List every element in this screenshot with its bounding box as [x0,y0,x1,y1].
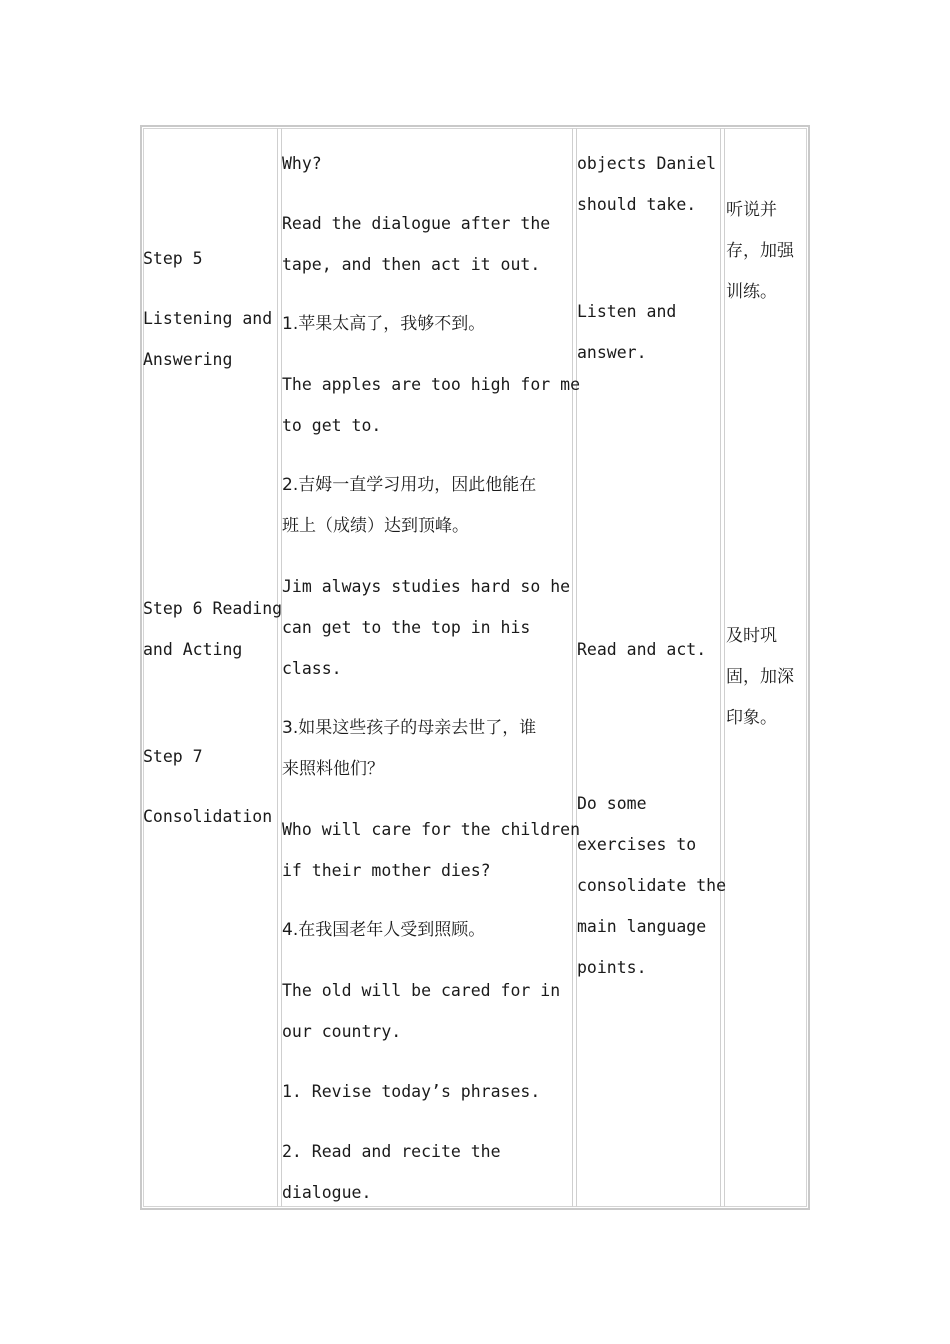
item3-english-line1: Who will care for the children [282,820,581,839]
item2-chinese-line1: 2.吉姆一直学习用功，因此他能在 [282,475,537,495]
item3-chinese-line1: 3.如果这些孩子的母亲去世了，谁 [282,718,537,738]
homework-item2-line1: 2. Read and recite the [282,1142,501,1161]
step5-subtitle-line2: Answering [143,350,233,369]
exercises-line3: consolidate the [577,876,727,895]
purpose2-line2: 固，加深 [726,667,794,687]
item3-english-line2: if their mother dies? [282,861,491,880]
read-dialogue-line1: Read the dialogue after the [282,214,551,233]
objects-line2: should take. [577,195,697,214]
purpose1-line1: 听说并 [726,200,777,220]
item1-chinese: 1.苹果太高了，我够不到。 [282,314,486,334]
step7-subtitle: Consolidation [143,807,273,826]
step5-subtitle-line1: Listening and [143,309,273,328]
read-dialogue-line2: tape, and then act it out. [282,255,541,274]
step6-title-line1: Step 6 Reading [143,599,283,618]
read-and-act: Read and act. [577,640,707,659]
item2-english-line2: can get to the top in his [282,618,531,637]
step6-title-line2: and Acting [143,640,243,659]
lesson-plan-table-inner-border [143,128,807,1207]
step7-title: Step 7 [143,747,203,766]
item2-english-line3: class. [282,659,342,678]
exercises-line5: points. [577,958,647,977]
purpose2-line3: 印象。 [726,708,777,728]
item1-english-line2: to get to. [282,416,382,435]
step5-title: Step 5 [143,249,203,268]
exercises-line2: exercises to [577,835,697,854]
exercises-line1: Do some [577,794,647,813]
why-question: Why? [282,154,322,173]
item4-chinese: 4.在我国老年人受到照顾。 [282,920,486,940]
purpose1-line2: 存，加强 [726,241,794,261]
homework-item1: 1. Revise today’s phrases. [282,1082,541,1101]
listen-answer-line2: answer. [577,343,647,362]
item4-english-line2: our country. [282,1022,402,1041]
listen-answer-line1: Listen and [577,302,677,321]
column-divider [720,128,725,1207]
item4-english-line1: The old will be cared for in [282,981,561,1000]
item3-chinese-line2: 来照料他们？ [282,759,384,779]
purpose1-line3: 训练。 [726,282,777,302]
item2-chinese-line2: 班上（成绩）达到顶峰。 [282,516,469,536]
exercises-line4: main language [577,917,707,936]
objects-line1: objects Daniel [577,154,717,173]
item1-english-line1: The apples are too high for me [282,375,581,394]
homework-item2-line2: dialogue. [282,1183,372,1202]
purpose2-line1: 及时巩 [726,626,777,646]
item2-english-line1: Jim always studies hard so he [282,577,571,596]
